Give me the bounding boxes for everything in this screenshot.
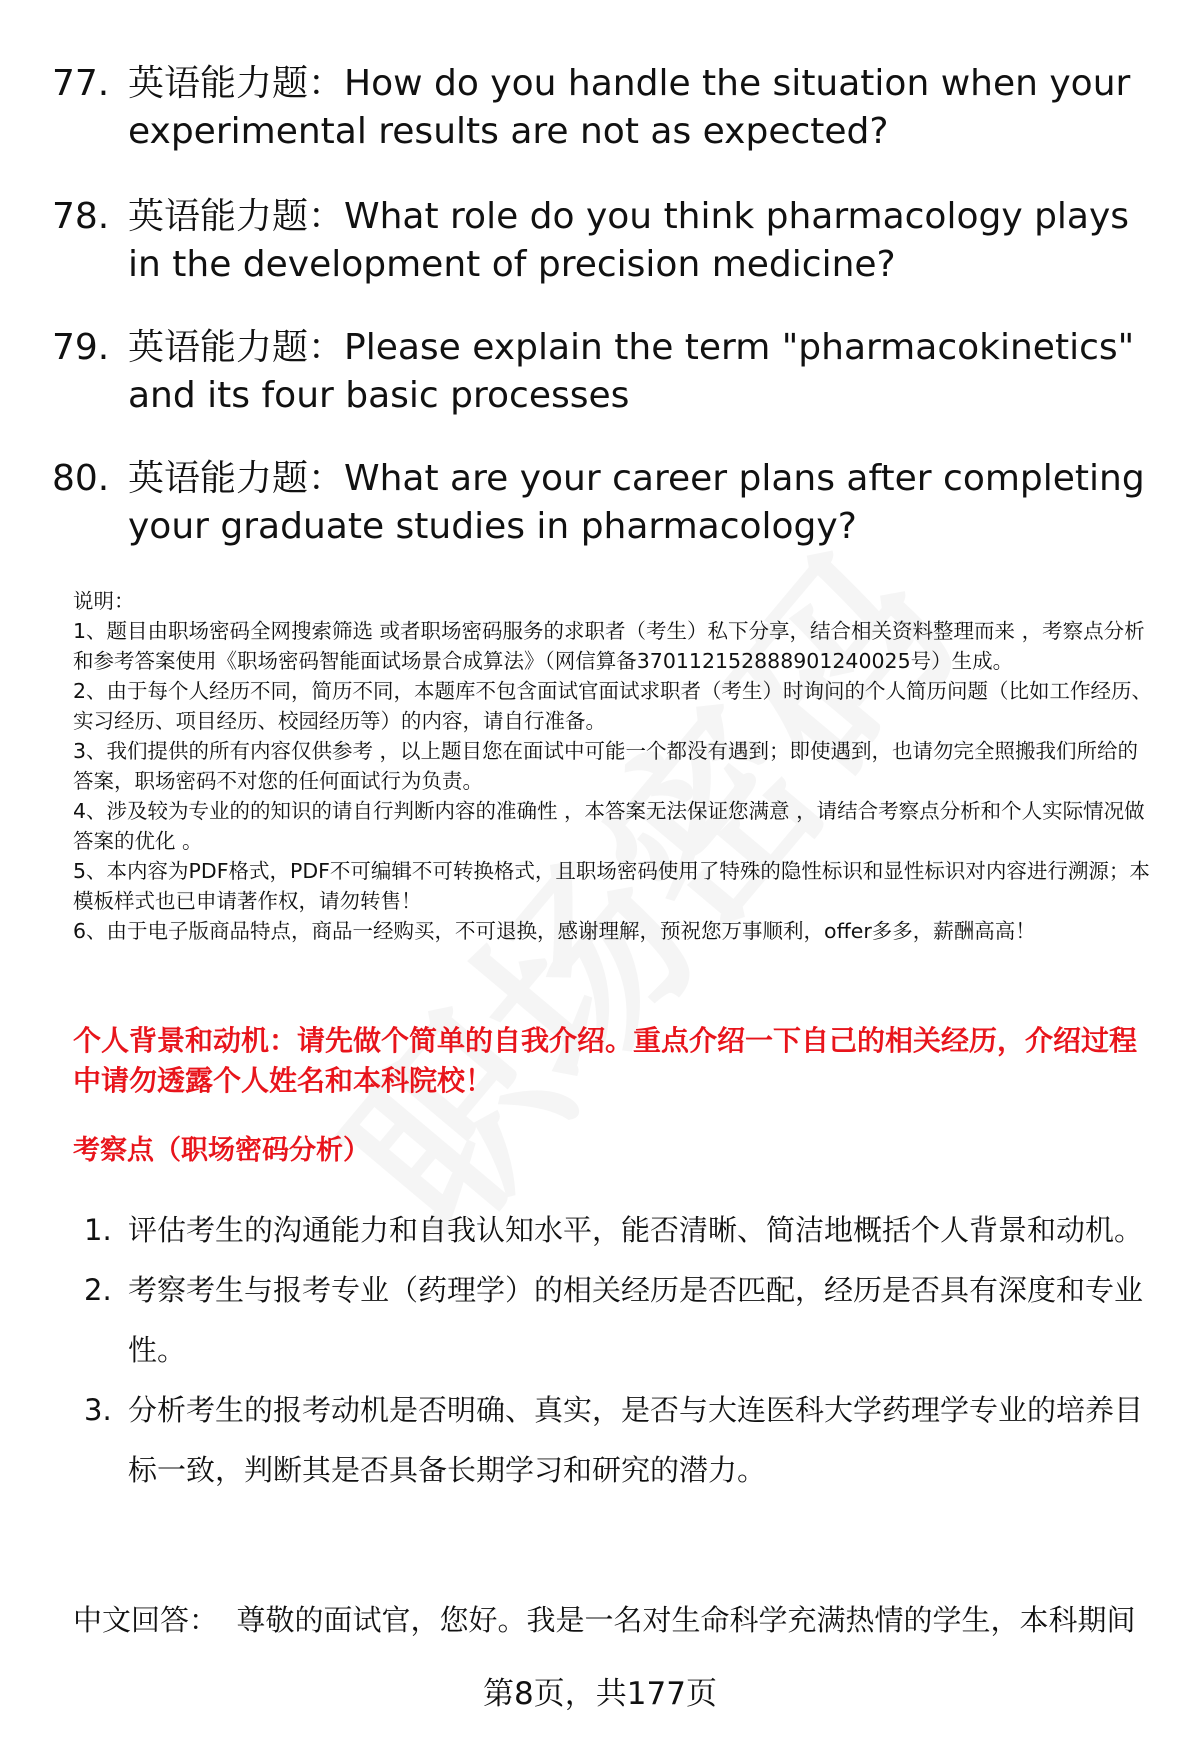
list-text: 分析考生的报考动机是否明确、真实，是否与大连医科大学药理学专业的培养目标一致，判断其是否具备长期学习和研究的潜力。 [128, 1393, 1144, 1487]
list-item [84, 1200, 1164, 1260]
page-number: 第8页，共177页 [483, 1676, 717, 1712]
question-number: 79. [52, 327, 110, 368]
answer [73, 1598, 1135, 1642]
question-79 [52, 324, 1162, 420]
notes-section [73, 586, 1158, 946]
question-number: 77. [52, 63, 110, 104]
answer-text: 尊敬的面试官，您好。我是一名对生命科学充满热情的学生，本科期间 [236, 1603, 1136, 1637]
note-item: 3、我们提供的所有内容仅供参考 ，以上题目您在面试中可能一个都没有遇到；即使遇到，也请勿完全照搬我们所给的答案，职场密码不对您的任何面试行为负责。 [73, 739, 1139, 793]
analysis-list [84, 1200, 1164, 1500]
question-text: 英语能力题：What are your career plans after completing your graduate studies in pharmacology? [128, 458, 1145, 547]
question-heading: 个人背景和动机：请先做个简单的自我介绍。重点介绍一下自己的相关经历，介绍过程中请勿透露个人姓名和本科院校！ [73, 1024, 1138, 1097]
question-80 [52, 455, 1162, 551]
note-item: 4、涉及较为专业的的知识的请自行判断内容的准确性 ，本答案无法保证您满意 ，请结合考察点分析和个人实际情况做答案的优化 。 [73, 799, 1145, 853]
list-number: 1. [84, 1213, 112, 1247]
list-item [84, 1260, 1164, 1380]
note-item: 1、题目由职场密码全网搜索筛选 或者职场密码服务的求职者（考生）私下分享，结合相关资料整理而来 ，考察点分析和参考答案使用《职场密码智能面试场景合成算法》（网信算备370112152888901240025号）生成。 [73, 619, 1145, 673]
list-item [84, 1380, 1164, 1500]
question-text: 英语能力题：Please explain the term "pharmacokinetics" and its four basic processes [128, 327, 1135, 416]
list-text: 评估考生的沟通能力和自我认知水平，能否清晰、简洁地概括个人背景和动机。 [128, 1213, 1144, 1247]
list-number: 2. [84, 1273, 112, 1307]
question-number: 78. [52, 196, 110, 237]
question-77 [52, 60, 1162, 156]
question-text: 英语能力题：How do you handle the situation when your experimental results are not as expected? [128, 63, 1131, 152]
list-number: 3. [84, 1393, 112, 1427]
note-item: 2、由于每个人经历不同，简历不同，本题库不包含面试官面试求职者（考生）时询问的个人简历问题（比如工作经历、实习经历、项目经历、校园经历等）的内容，请自行准备。 [73, 679, 1153, 733]
question-number: 80. [52, 458, 110, 499]
notes-title: 说明： [73, 589, 135, 613]
note-item: 5、本内容为PDF格式，PDF不可编辑不可转换格式，且职场密码使用了特殊的隐性标识和显性标识对内容进行溯源；本模板样式也已申请著作权，请勿转售！ [73, 859, 1150, 913]
question-78 [52, 193, 1162, 289]
note-item: 6、由于电子版商品特点，商品一经购买，不可退换，感谢理解，预祝您万事顺利，offer多多，薪酬高高！ [73, 919, 1036, 943]
analysis-heading: 考察点（职场密码分析） [73, 1135, 370, 1166]
list-text: 考察考生与报考专业（药理学）的相关经历是否匹配，经历是否具有深度和专业性。 [128, 1273, 1144, 1367]
answer-label: 中文回答： [73, 1603, 219, 1637]
question-text: 英语能力题：What role do you think pharmacology plays in the development of precision medicine? [128, 196, 1130, 285]
